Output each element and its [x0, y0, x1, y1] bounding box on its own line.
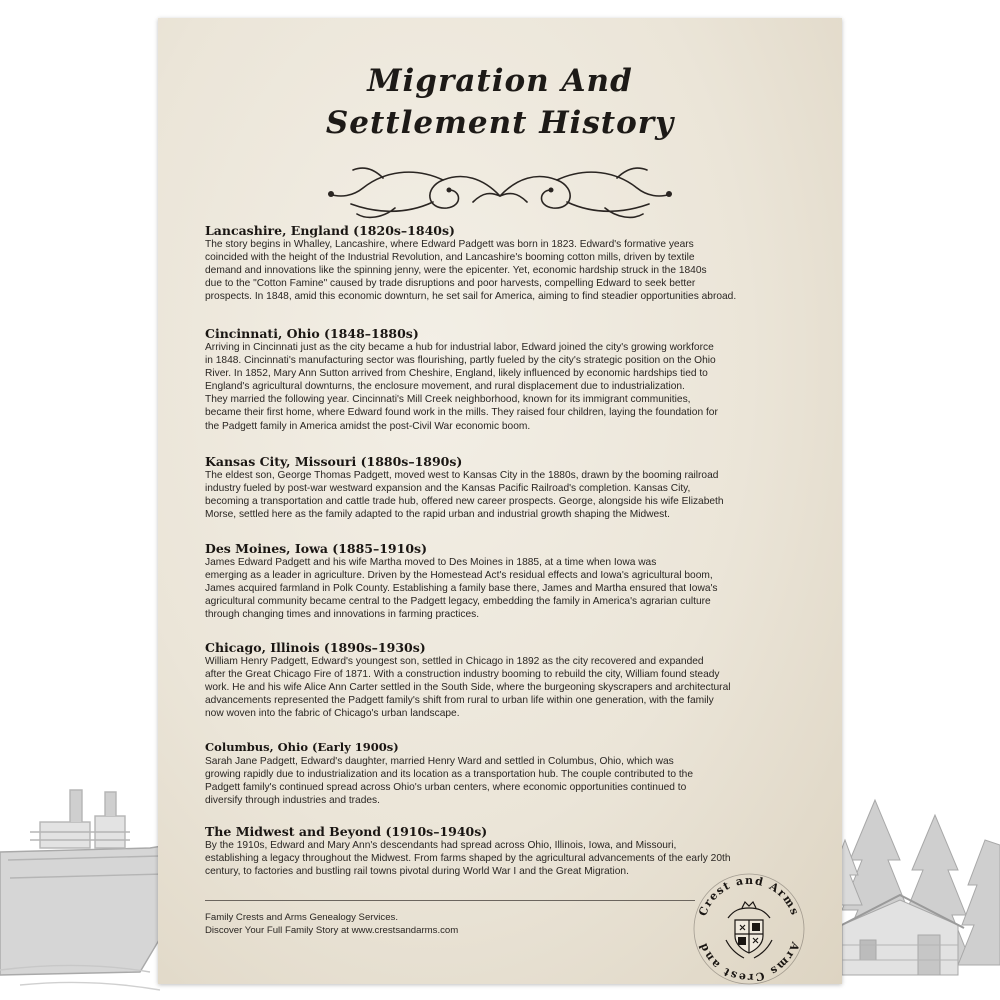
- section-heading: Des Moines, Iowa (1885–1910s): [205, 541, 427, 556]
- section-columbus: [205, 740, 825, 807]
- svg-text:Crest and Arms: Crest and Arms: [696, 873, 802, 918]
- section-heading: The Midwest and Beyond (1910s–1940s): [205, 824, 488, 839]
- section-heading: Columbus, Ohio (Early 1900s): [205, 740, 399, 754]
- section-text: William Henry Padgett, Edward's youngest son, settled in Chicago in 1892 as the city recovered and expanded after the Great Chicago Fire of 1871. With a construction industry booming to rebuild the city, William found steady work. He and his wife Alice Ann Carter settled in the South Side, where the burgeoning skyscrapers and architectural advancements represented the Padgett family's shift from rural to urban life within one generation, with the family now woven into the fabric of Chicago's urban landscape.: [205, 656, 731, 720]
- footer: [205, 912, 605, 937]
- svg-text:Arms Crest and: Arms Crest and: [696, 940, 802, 985]
- section-chicago: [205, 640, 825, 720]
- section-des-moines: [205, 541, 825, 621]
- footer-divider: [205, 900, 695, 901]
- document-page: [158, 18, 842, 984]
- section-text: Sarah Jane Padgett, Edward's daughter, married Henry Ward and settled in Columbus, Ohio, which was growing rapidly due to industrialization and its location as a transportation hub. The couple contributed to the Padgett family's continued spread across Ohio's urban centers, where economic opportunities continued to diversify through industries and trades.: [205, 756, 693, 807]
- section-heading: Chicago, Illinois (1890s–1930s): [205, 640, 426, 655]
- section-heading: Lancashire, England (1820s–1840s): [205, 223, 455, 238]
- section-text: The story begins in Whalley, Lancashire, where Edward Padgett was born in 1823. Edward's formative years coincided with the height of the Industrial Revolution, and Lancashire's booming cotton mills, driven by textile demand and innovations like the spinning jenny, were the epicenter. Yet, economic hardship struck in the 1840s due to the "Cotton Famine" caused by trade disruptions and poor harvests, compelling Edward to seek better prospects. In 1848, amid this economic downturn, he set sail for America, aiming to find steadier opportunities abroad.: [205, 239, 737, 303]
- section-heading: Cincinnati, Ohio (1848–1880s): [205, 326, 419, 341]
- section-text: Arriving in Cincinnati just as the city became a hub for industrial labor, Edward joined the city's growing workforce in 1848. Cincinnati's manufacturing sector was flourishing, partly fueled by the city's strategic position on the Ohio River. In 1852, Mary Ann Sutton arrived from Cheshire, England, likely influenced by economic hardships tied to England's agricultural downturns, the enclosure movement, and rural displacement due to industrialization. They married the following year. Cincinnati's Mill Creek neighborhood, known for its immigrant communities, became their first home, where Edward found work in the mills. They raised four children, laying the foundation for the Padgett family in America amidst the post-Civil War economic boom.: [205, 342, 718, 432]
- section-heading: Kansas City, Missouri (1880s–1890s): [205, 454, 463, 469]
- section-text: The eldest son, George Thomas Padgett, moved west to Kansas City in the 1880s, drawn by the booming railroad industry fueled by post-war westward expansion and the Kansas Pacific Railroad's completion. Kansas City, becoming a transportation and cattle trade hub, offered new career prospects. George, alongside his wife Elizabeth Morse, settled here as the family adapted to the rapid urban and industrial growth shaping the Midwest.: [205, 470, 724, 521]
- page-title-line-2: Settlement History: [325, 105, 675, 141]
- section-text: James Edward Padgett and his wife Martha moved to Des Moines in 1885, at a time when Iowa was emerging as a leader in agriculture. Driven by the Homestead Act's residual effects and Iowa's agricultural boom, James acquired farmland in Polk County. Establishing a family base there, James and Martha ensured that Iowa's agricultural community became central to the Padgett legacy, embedding the family in America's agrarian culture through changing times and innovations in farming practices.: [205, 557, 718, 621]
- section-cincinnati: [205, 326, 825, 433]
- ship-illustration: [0, 790, 175, 990]
- pine-trees-cabin-illustration: [828, 800, 1000, 975]
- footer-website: Discover Your Full Family Story at www.crestsandarms.com: [205, 924, 459, 936]
- page-title-line-1: Migration And: [367, 63, 633, 99]
- crest-seal-logo: [690, 870, 808, 988]
- footer-company: Family Crests and Arms Genealogy Services.: [205, 912, 399, 923]
- flourish-ornament: [323, 158, 677, 222]
- section-text: By the 1910s, Edward and Mary Ann's descendants had spread across Ohio, Illinois, Iowa, and Missouri, establishing a legacy throughout the Midwest. From farms shaped by the agricultural advancements of the early 20th century, to factories and bustling rail towns pivotal during World War I and the Great Migration.: [205, 840, 731, 878]
- section-kansas-city: [205, 454, 825, 521]
- section-lancashire: [205, 223, 825, 303]
